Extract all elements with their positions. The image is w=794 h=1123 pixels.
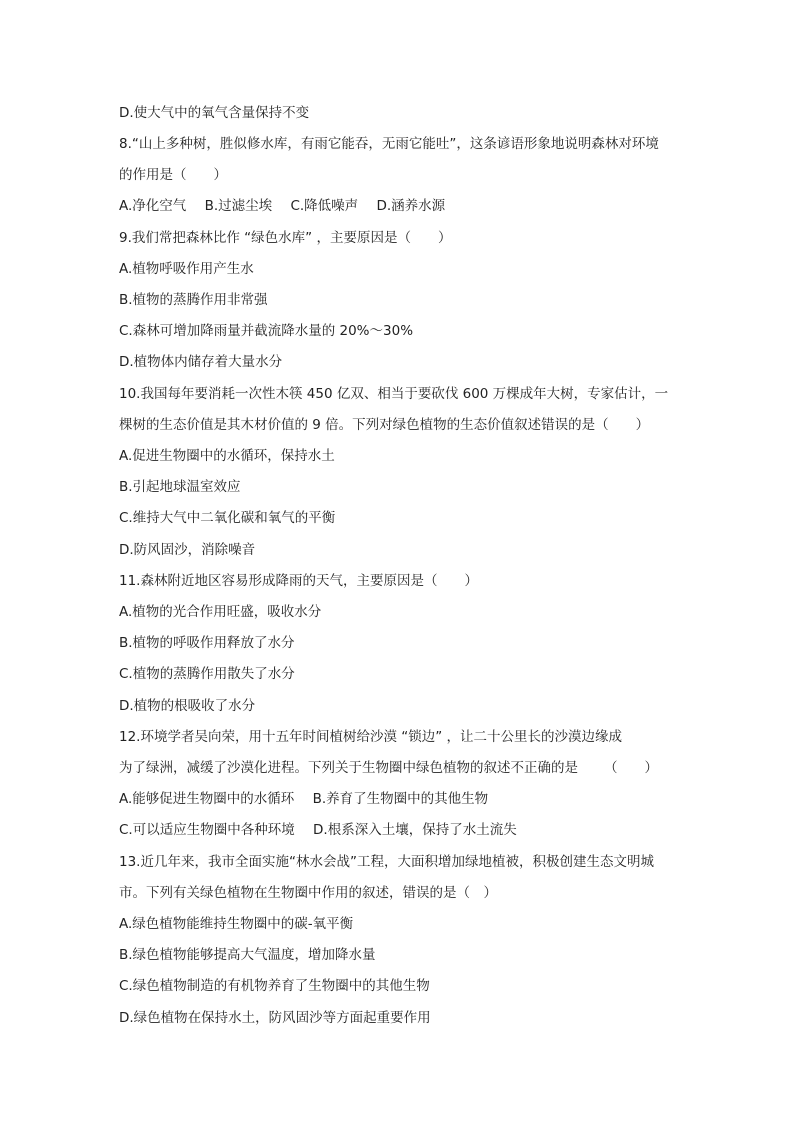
q12-options-row1 [119, 789, 502, 809]
q12-stem-line2 [119, 758, 658, 778]
q9-option-a: A.植物呼吸作用产生水 [119, 261, 254, 277]
q11-option-c: C.植物的蒸腾作用散失了水分 [119, 666, 295, 682]
q13-option-a: A.绿色植物能维持生物圈中的碳-氧平衡 [119, 916, 354, 932]
q12-stem-text: 为了绿洲，减缓了沙漠化进程。下列关于生物圈中绿色植物的叙述不正确的是 [119, 760, 578, 776]
q8-option-d: D.涵养水源 [376, 198, 446, 214]
q10-stem-line1: 10.我国每年要消耗一次性木筷 450 亿双、相当于要砍伐 600 万棵成年大树，专家估计，一 [119, 386, 669, 402]
q9-stem: 9.我们常把森林比作 “绿色水库” ，主要原因是（ ） [119, 230, 452, 246]
q11-option-a: A.植物的光合作用旺盛，吸收水分 [119, 604, 322, 620]
q7-option-d: D.使大气中的氧气含量保持不变 [119, 105, 310, 121]
q8-options [119, 196, 459, 216]
q8-option-c: C.降低噪声 [290, 198, 359, 214]
q13-option-d: D.绿色植物在保持水土，防风固沙等方面起重要作用 [119, 1010, 431, 1026]
q9-option-d: D.植物体内储存着大量水分 [119, 354, 283, 370]
q13-stem-line1: 13.近几年来，我市全面实施“林水会战”工程，大面积增加绿地植被，积极创建生态文明城 [119, 854, 654, 870]
q8-option-b: B.过滤尘埃 [204, 198, 273, 214]
q10-option-a: A.促进生物圈中的水循环，保持水土 [119, 448, 335, 464]
q12-options-row2 [119, 820, 531, 840]
q9-option-c: C.森林可增加降雨量并截流降水量的 20%～30% [119, 323, 414, 339]
q8-stem-line1: 8.“山上多种树，胜似修水库，有雨它能吞，无雨它能吐”，这条谚语形象地说明森林对环境 [119, 136, 659, 152]
q10-option-c: C.维持大气中二氧化碳和氧气的平衡 [119, 510, 336, 526]
q9-option-b: B.植物的蒸腾作用非常强 [119, 292, 268, 308]
q12-option-b: B.养育了生物圈中的其他生物 [312, 791, 489, 807]
q10-option-d: D.防风固沙，消除噪音 [119, 542, 256, 558]
q10-stem-line2: 棵树的生态价值是其木材价值的 9 倍。下列对绿色植物的生态价值叙述错误的是（ ） [119, 417, 650, 433]
q12-option-c: C.可以适应生物圈中各种环境 [119, 822, 295, 838]
q8-option-a: A.净化空气 [119, 198, 187, 214]
q11-stem: 11.森林附近地区容易形成降雨的天气，主要原因是（ ） [119, 573, 478, 589]
q11-option-b: B.植物的呼吸作用释放了水分 [119, 635, 295, 651]
q12-stem-line1: 12.环境学者吴向荣，用十五年时间植树给沙漠 “锁边” ，让二十公里长的沙漠边缘成 [119, 729, 623, 745]
q11-option-d: D.植物的根吸收了水分 [119, 698, 256, 714]
q10-option-b: B.引起地球温室效应 [119, 479, 241, 495]
q13-option-c: C.绿色植物制造的有机物养育了生物圈中的其他生物 [119, 978, 430, 994]
q13-stem-line2: 市。下列有关绿色植物在生物圈中作用的叙述，错误的是（ ） [119, 885, 497, 901]
q12-option-a: A.能够促进生物圈中的水循环 [119, 791, 295, 807]
q12-option-d: D.根系深入土壤，保持了水土流失 [313, 822, 517, 838]
q13-option-b: B.绿色植物能够提高大气温度，增加降水量 [119, 947, 376, 963]
q8-stem-line2: 的作用是（ ） [119, 167, 227, 183]
q12-answer-bracket: （ ） [604, 760, 658, 776]
